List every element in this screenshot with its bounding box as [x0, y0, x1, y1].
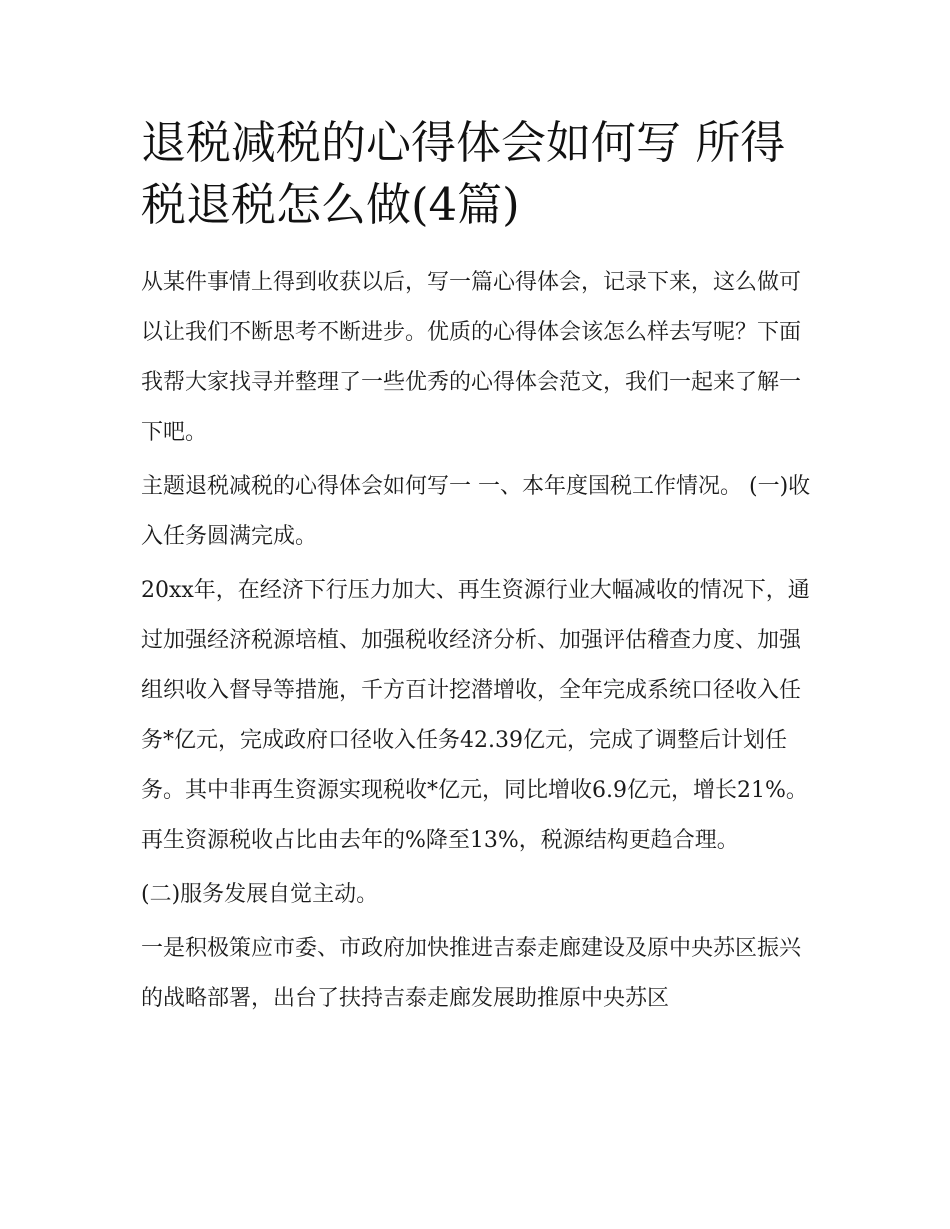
paragraph-section-two-body: 一是积极策应市委、市政府加快推进吉泰走廊建设及原中央苏区振兴的战略部署，出台了扶持吉泰走廊发展助推原中央苏区 [141, 936, 802, 1011]
paragraph-topic-heading: 主题退税减税的心得体会如何写一 一、本年度国税工作情况。 (一)收入任务圆满完成。 [141, 474, 811, 549]
paragraph-intro: 从某件事情上得到收获以后，写一篇心得体会，记录下来，这么做可以让我们不断思考不断进步。优质的心得体会该怎么样去写呢？下面我帮大家找寻并整理了一些优秀的心得体会范文，我们一起来了解一下吧。 [141, 270, 802, 445]
paragraph-revenue: 20xx年，在经济下行压力加大、再生资源行业大幅减收的情况下，通过加强经济税源培植、加强税收经济分析、加强评估稽查力度、加强组织收入督导等措施，千方百计挖潜增收，全年完成系统口径收入任务*亿元，完成政府口径收入任务42.39亿元，完成了调整后计划任务。其中非再生资源实现税收*亿元，同比增收6.9亿元，增长21%。再生资源税收占比由去年的%降至13%，税源结构更趋合理。 [141, 578, 810, 853]
document-title: 退税减税的心得体会如何写 所得税退税怎么做(4篇) [141, 116, 786, 231]
document-body [141, 112, 813, 1028]
paragraph-section-two-heading: (二)服务发展自觉主动。 [141, 882, 379, 907]
